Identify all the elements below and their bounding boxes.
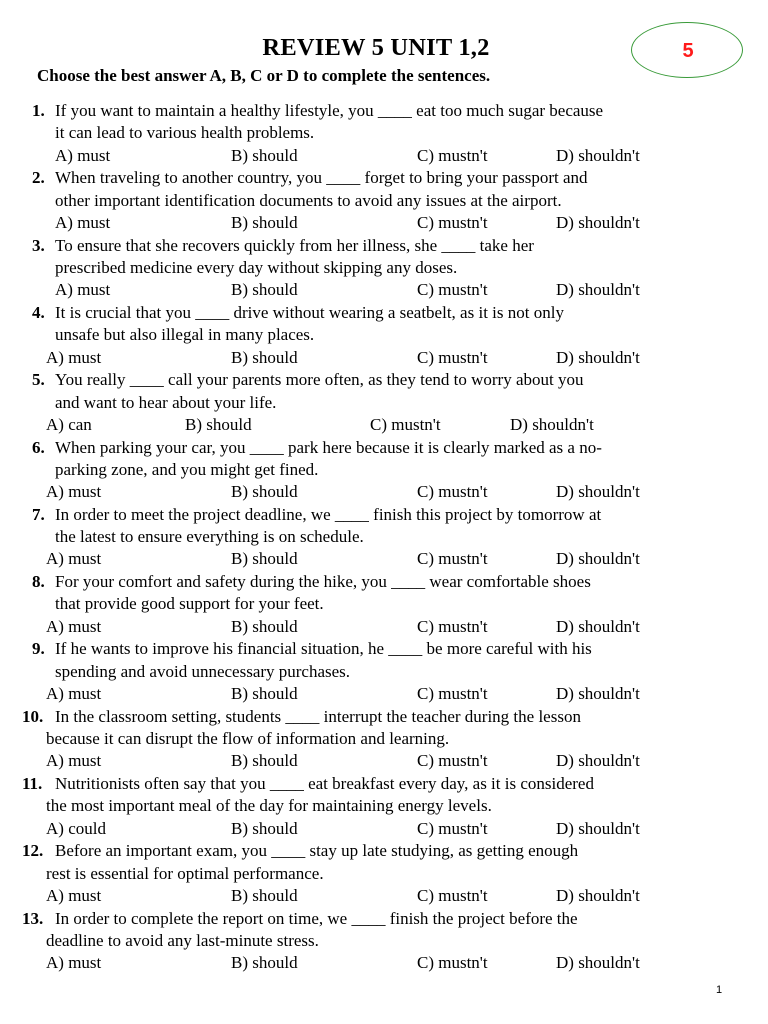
answer-option-b[interactable]: B) should <box>231 347 298 367</box>
question-text: In order to complete the report on time, we ____ finish the project before the <box>55 908 578 928</box>
answer-option-d[interactable]: D) shouldn't <box>556 145 640 165</box>
question-number: 8. <box>32 572 45 592</box>
answer-option-a[interactable]: A) could <box>46 818 106 838</box>
question-text: If he wants to improve his financial situation, he ____ be more careful with his <box>55 639 592 659</box>
answer-option-b[interactable]: B) should <box>185 414 252 434</box>
question-text: When traveling to another country, you ____ forget to bring your passport and <box>55 168 588 188</box>
question-text-continued: rest is essential for optimal performance. <box>46 863 324 883</box>
answer-option-b[interactable]: B) should <box>231 885 298 905</box>
answer-option-c[interactable]: C) mustn't <box>417 751 488 771</box>
question-text: In the classroom setting, students ____ interrupt the teacher during the lesson <box>55 706 581 726</box>
question-text: It is crucial that you ____ drive without wearing a seatbelt, as it is not only <box>55 302 564 322</box>
answer-option-a[interactable]: A) must <box>46 684 102 703</box>
question-number: 1. <box>32 101 45 120</box>
answer-option-c[interactable]: C) mustn't <box>417 818 488 838</box>
question-number: 13. <box>22 908 44 928</box>
question-text: Before an important exam, you ____ stay up late studying, as getting enough <box>55 841 579 861</box>
answer-option-d[interactable]: D) shouldn't <box>556 616 640 636</box>
answer-option-c[interactable]: C) mustn't <box>417 885 488 905</box>
answer-option-a[interactable]: A) must <box>46 885 102 905</box>
question-text: For your comfort and safety during the hike, you ____ wear comfortable shoes <box>55 572 591 592</box>
question-text: When parking your car, you ____ park here because it is clearly marked as a no- <box>55 437 602 457</box>
question-text: You really ____ call your parents more often, as they tend to worry about you <box>55 370 584 390</box>
answer-option-a[interactable]: A) must <box>46 953 102 973</box>
answer-option-a[interactable]: A) must <box>55 280 111 300</box>
question-text: In order to meet the project deadline, we ____ finish this project by tomorrow at <box>55 504 602 524</box>
answer-option-b[interactable]: B) should <box>231 818 298 838</box>
answer-option-b[interactable]: B) should <box>231 751 298 771</box>
answer-option-c[interactable]: C) mustn't <box>417 616 488 636</box>
answer-option-d[interactable]: D) shouldn't <box>556 212 640 232</box>
answer-option-a[interactable]: A) must <box>55 145 111 165</box>
answer-option-c[interactable]: C) mustn't <box>417 212 488 232</box>
question-number: 4. <box>32 302 45 322</box>
answer-option-a[interactable]: A) must <box>46 347 102 367</box>
answer-option-c[interactable]: C) mustn't <box>417 953 488 973</box>
question-text-continued: the most important meal of the day for maintaining energy levels. <box>46 796 492 816</box>
question-number: 3. <box>32 235 45 255</box>
answer-option-d[interactable]: D) shouldn't <box>556 482 640 502</box>
question-text-continued: deadline to avoid any last-minute stress. <box>46 930 319 950</box>
answer-option-b[interactable]: B) should <box>231 549 298 569</box>
question-number: 10. <box>22 706 44 726</box>
answer-option-d[interactable]: D) shouldn't <box>556 818 640 838</box>
answer-option-c[interactable]: C) mustn't <box>417 347 488 367</box>
answer-option-d[interactable]: D) shouldn't <box>556 347 640 367</box>
answer-option-a[interactable]: A) must <box>55 212 111 232</box>
question-text: To ensure that she recovers quickly from her illness, she ____ take her <box>55 235 534 255</box>
answer-option-b[interactable]: B) should <box>231 684 298 703</box>
answer-option-d[interactable]: D) shouldn't <box>556 751 640 771</box>
question-number: 12. <box>22 841 44 861</box>
question-text-continued: and want to hear about your life. <box>55 392 277 412</box>
question-text-continued: unsafe but also illegal in many places. <box>55 325 315 345</box>
question-text-continued: parking zone, and you might get fined. <box>55 459 319 479</box>
question-text: Nutritionists often say that you ____ eat breakfast every day, as it is considered <box>55 774 594 793</box>
answer-option-b[interactable]: B) should <box>231 953 298 973</box>
question-text-continued: prescribed medicine every day without skipping any doses. <box>55 257 458 277</box>
answer-option-c[interactable]: C) mustn't <box>417 482 488 502</box>
score-badge-number: 5 <box>682 40 694 62</box>
answer-option-a[interactable]: A) must <box>46 482 102 502</box>
answer-option-a[interactable]: A) must <box>46 616 102 636</box>
question-text-continued: that provide good support for your feet. <box>55 594 324 614</box>
answer-option-c[interactable]: C) mustn't <box>370 414 441 434</box>
question-text-continued: because it can disrupt the flow of information and learning. <box>46 729 450 748</box>
answer-option-d[interactable]: D) shouldn't <box>510 414 594 434</box>
answer-option-b[interactable]: B) should <box>231 212 298 232</box>
answer-option-b[interactable]: B) should <box>231 145 298 165</box>
answer-option-c[interactable]: C) mustn't <box>417 549 488 569</box>
answer-option-d[interactable]: D) shouldn't <box>556 885 640 905</box>
question-number: 7. <box>32 504 45 524</box>
question-number: 6. <box>32 437 45 457</box>
question-number: 5. <box>32 370 45 390</box>
page-number: 1 <box>716 984 723 996</box>
score-badge <box>631 22 743 78</box>
answer-option-c[interactable]: C) mustn't <box>417 280 488 300</box>
answer-option-a[interactable]: A) must <box>46 549 102 569</box>
answer-option-a[interactable]: A) can <box>46 414 92 434</box>
question-text-continued: it can lead to various health problems. <box>55 123 315 143</box>
answer-option-d[interactable]: D) shouldn't <box>556 684 640 703</box>
page-title: REVIEW 5 UNIT 1,2 <box>262 34 490 61</box>
answer-option-b[interactable]: B) should <box>231 616 298 636</box>
question-text: If you want to maintain a healthy lifestyle, you ____ eat too much sugar because <box>55 101 604 120</box>
question-text-continued: spending and avoid unnecessary purchases. <box>55 661 351 681</box>
answer-option-b[interactable]: B) should <box>231 482 298 502</box>
instruction-text: Choose the best answer A, B, C or D to complete the sentences. <box>37 66 491 85</box>
answer-option-c[interactable]: C) mustn't <box>417 684 488 703</box>
answer-option-b[interactable]: B) should <box>231 280 298 300</box>
answer-option-c[interactable]: C) mustn't <box>417 145 488 165</box>
answer-option-d[interactable]: D) shouldn't <box>556 549 640 569</box>
answer-option-d[interactable]: D) shouldn't <box>556 280 640 300</box>
question-number: 9. <box>32 639 45 659</box>
answer-option-d[interactable]: D) shouldn't <box>556 953 640 973</box>
question-text-continued: other important identification documents to avoid any issues at the airport. <box>55 190 562 210</box>
question-number: 2. <box>32 168 45 188</box>
question-text-continued: the latest to ensure everything is on schedule. <box>55 527 364 547</box>
answer-option-a[interactable]: A) must <box>46 751 102 771</box>
question-number: 11. <box>22 774 43 793</box>
